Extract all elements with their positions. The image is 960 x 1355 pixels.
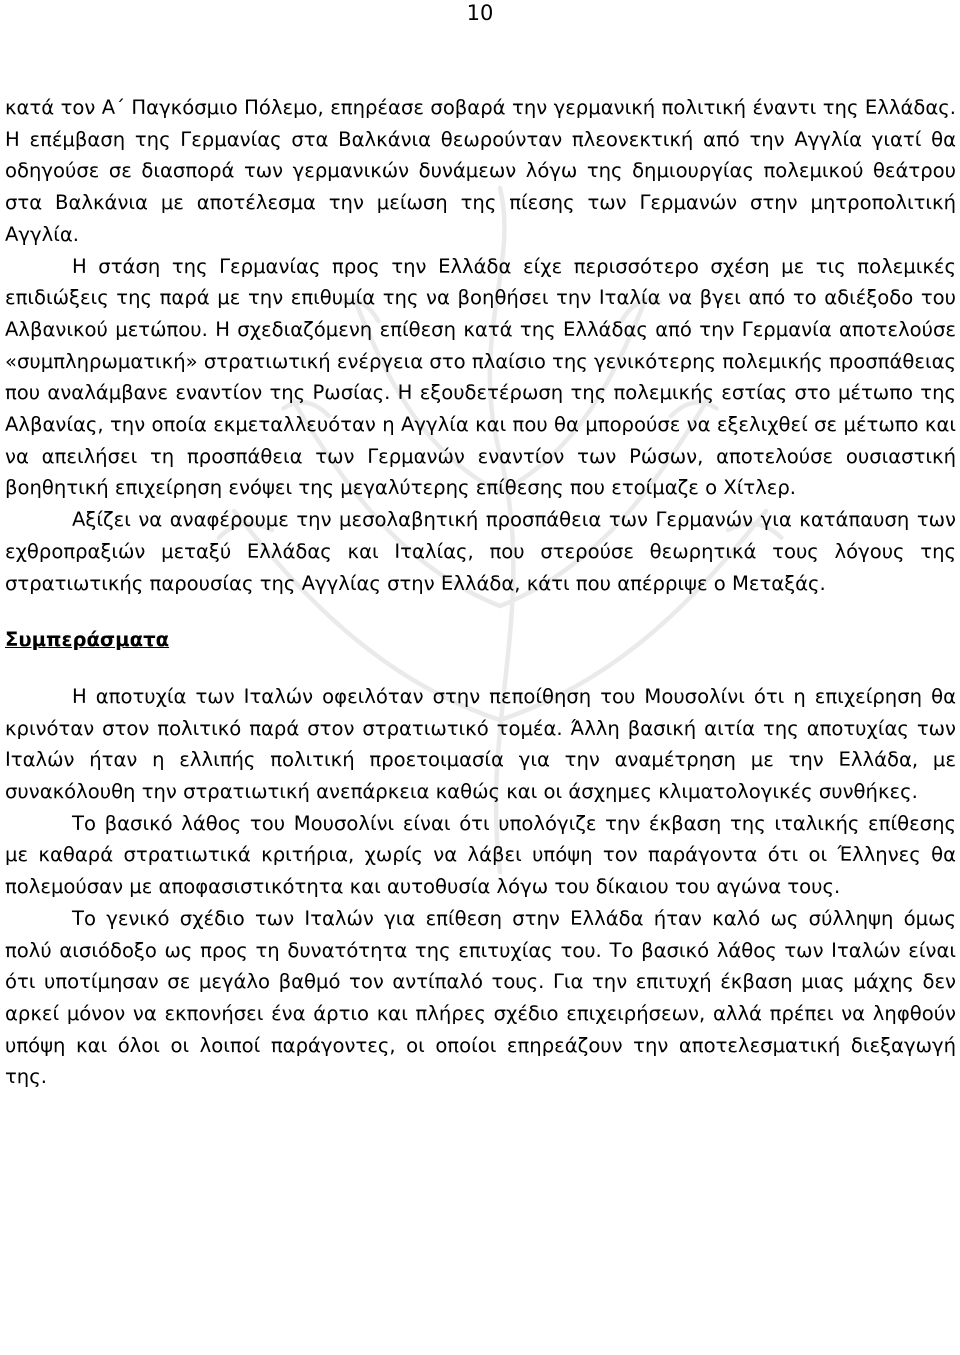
page-number: 10 [466, 1, 494, 25]
body-paragraph: κατά τον Α΄ Παγκόσμιο Πόλεμο, επηρέασε σοβαρά την γερμανική πολιτική έναντι της Ελλάδας. Η επέμβαση της Γερμανίας στα Βαλκάνια θεωρούνταν πλεονεκτική από την Αγγλία γιατί θα οδηγούσε σε διασπορά των γερμανικών δυνάμεων λόγω της δημιουργίας πολεμικού θεάτρου στα Βαλκάνια με αποτέλεσμα την μείωση της πίεσης των Γερμανών στην μητροπολιτική Αγγλία. [5, 96, 956, 246]
body-paragraph: Το γενικό σχέδιο των Ιταλών για επίθεση στην Ελλάδα ήταν καλό ως σύλληψη όμως πολύ αισιόδοξο ως προς τη δυνατότητα της επιτυχίας του. Το βασικό λάθος των Ιταλών είναι ότι υποτίμησαν σε μεγάλο βαθμό τον αντίπαλό τους. Για την επιτυχή έκβαση μιας μάχης δεν αρκεί μόνον να εκπονήσει ένα άρτιο και πλήρες σχέδιο επιχειρήσεων, αλλά πρέπει να ληφθούν υπόψη και όλοι οι λοιποί παράγοντες, οι οποίοι επηρεάζουν την αποτελεσματική διεξαγωγή της. [5, 906, 956, 1089]
body-paragraph: Το βασικό λάθος του Μουσολίνι είναι ότι υπολόγιζε την έκβαση της ιταλικής επίθεσης με καθαρά στρατιωτικά κριτήρια, χωρίς να λάβει υπόψη τον παράγοντα ότι οι Έλληνες θα πολεμούσαν με αποφασιστικότητα και αυτοθυσία λόγω του δίκαιου του αγώνα τους. [5, 811, 956, 899]
body-paragraph: Η στάση της Γερμανίας προς την Ελλάδα είχε περισσότερο σχέση με τις πολεμικές επιδιώξεις της παρά με την επιθυμία της να βοηθήσει την Ιταλία να βγει από το αδιέξοδο του Αλβανικού μετώπου. Η σχεδιαζόμενη επίθεση κατά της Ελλάδας από την Γερμανία αποτελούσε «συμπληρωματική» στρατιωτική ενέργεια στο πλαίσιο της γενικότερης πολεμικής προσπάθειας που αναλάμβανε εναντίον της Ρωσίας. Η εξουδετέρωση της πολεμικής εστίας στο μέτωπο της Αλβανίας, την οποία εκμεταλλευόταν η Αγγλία και που θα μπορούσε να εξελιχθεί σε μέτωπο και να απειλήσει τη προσπάθεια των Γερμανών εναντίον των Ρώσων, αποτελούσε ουσιαστική βοηθητική επιχείρηση ενόψει της μεγαλύτερης επίθεσης που ετοίμαζε ο Χίτλερ. [5, 254, 956, 500]
body-paragraph: Αξίζει να αναφέρουμε την μεσολαβητική προσπάθεια των Γερμανών για κατάπαυση των εχθροπραξιών μεταξύ Ελλάδας και Ιταλίας, που στερούσε θεωρητικά τους λόγους της στρατιωτικής παρουσίας της Αγγλίας στην Ελλάδα, κάτι που απέρριψε ο Μεταξάς. [5, 508, 956, 595]
section-heading: Συμπεράσματα [5, 628, 170, 652]
body-paragraph: Η αποτυχία των Ιταλών οφειλόταν στην πεποίθηση του Μουσολίνι ότι η επιχείρηση θα κρινόταν στον πολιτικό παρά στον στρατιωτικό τομέα. Άλλη βασική αιτία της αποτυχίας των Ιταλών ήταν η ελλιπής πολιτική προετοιμασία για την αναμέτρηση με την Ελλάδα, με συνακόλουθη την στρατιωτική ανεπάρκεια καθώς και οι άσχημες κλιματολογικές συνθήκες. [5, 684, 956, 804]
document-body [5, 92, 956, 1093]
